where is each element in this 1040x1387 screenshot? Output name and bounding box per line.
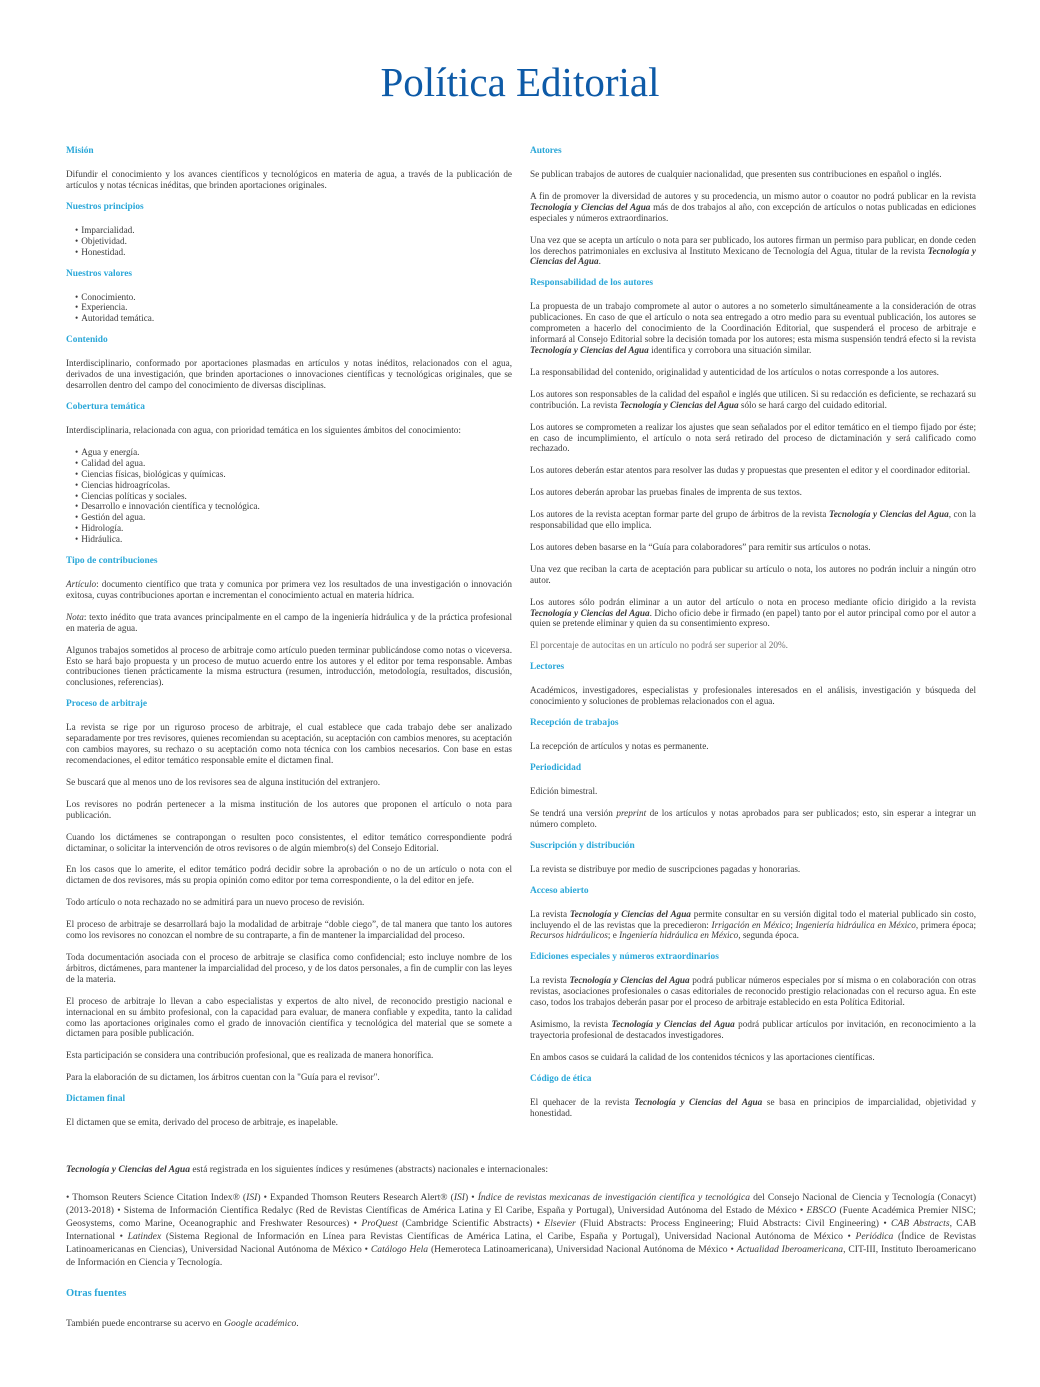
coverage-list [66, 447, 512, 545]
term-preprint: preprint [616, 807, 647, 818]
paragraph [530, 808, 976, 830]
list-item: • Ciencias hidroagrícolas. [75, 480, 512, 491]
text: Asimismo, la revista [530, 1019, 612, 1030]
paragraph [530, 389, 976, 411]
text: El quehacer de la revista [530, 1096, 635, 1107]
index-entry: CAB Abstracts [891, 1218, 950, 1229]
journal-name: Tecnología y Ciencias del Agua [611, 1019, 735, 1030]
text: La propuesta de un trabajo compromete al autor o autores a no someterlo simultáneamente a la consideración de otras publicaciones. En caso de que el artículo o nota sea entregado a otro medio para su eventual publicación, los autores se comprometen a hacerlo del conocimiento de la Coordinación Editorial, que suspenderá el proceso de arbitraje e informará al Consejo Editorial sobre la decisión tomada por los autores; esta misma suspensión tendrá efecto si la revista [530, 301, 976, 345]
bullet-icon: • [536, 1218, 540, 1229]
text: . [598, 256, 601, 267]
page-title: Política Editorial [380, 59, 660, 105]
journal-name: Tecnología y Ciencias del Agua [569, 908, 691, 919]
paragraph: El porcentaje de autocitas en un artículo no podrá ser superior al 20%. [530, 640, 788, 651]
list-item: • Objetividad. [75, 236, 512, 247]
paragraph: El proceso de arbitraje lo llevan a cabo especialistas y expertos de alto nivel, de reconocido prestigio nacional e internacional en su ámbito profesional, con la capacidad para evaluar, de manera confiable y expedita, tanto la calidad como las aportaciones originales como el grado de innovación científica y tecnológica del material que se somete a dictamen para posible publicación. [66, 995, 512, 1039]
paragraph: Esta participación se considera una contribución profesional, que es realizada de manera honorífica. [66, 1050, 434, 1061]
paragraph [530, 301, 976, 356]
index-entry: ) [465, 1192, 469, 1203]
list-item: • Desarrollo e innovación científica y tecnológica. [75, 501, 512, 512]
bullet-icon: • [799, 1205, 804, 1216]
section-heading-autores: Autores [530, 146, 562, 156]
bullet-icon: • [263, 1192, 267, 1203]
index-entry: Thomson Reuters Science Citation Index® ( [72, 1192, 247, 1203]
paragraph: El proceso de arbitraje se desarrollará bajo la modalidad de arbitraje “doble ciego”, de tal manera que tanto los autores como los revisores no conozcan el nombre de su contraparte, a fin de mantener la imparcialidad del proceso. [66, 919, 512, 941]
text: La revista [530, 975, 570, 986]
paragraph: La revista se rige por un riguroso proceso de arbitraje, el cual establece que cada trabajo debe ser analizado separadamente por tres revisores, quienes recomiendan su aceptación, su aceptación con cambios menores, su aceptación con cambios mayores, su rechazo o su aceptación como nota técnica con los cambios necesarios. Con base en estas recomendaciones, el editor temático responsable emite el dictamen final. [66, 722, 512, 765]
paragraph: La recepción de artículos y notas es permanente. [530, 741, 709, 752]
paragraph [530, 597, 976, 630]
list-item: • Agua y energía. [75, 447, 512, 458]
list-item: • Gestión del agua. [75, 512, 512, 523]
text: . [296, 1318, 299, 1329]
list-item: • Imparcialidad. [75, 225, 512, 236]
list-item: • Hidrología. [75, 523, 512, 534]
section-heading-suscripcion: Suscripción y distribución [530, 840, 635, 851]
section-heading-otras-fuentes: Otras fuentes [66, 1288, 127, 1299]
paragraph: Los autores deberán estar atentos para resolver las dudas y propuestas que presenten el editor y el coordinador editorial. [530, 465, 971, 476]
text: Los autores son responsables de la calidad del español e inglés que utilicen. Si su redacción es deficiente, se rechazará su contribución. La revista [530, 388, 976, 410]
index-entry: (Fluid Abstracts: Process Engineering; Fluid Abstracts: Civil Engineering) [575, 1218, 879, 1229]
index-entry: (Cambridge Scientific Abstracts) [397, 1218, 533, 1229]
index-entry: ) [257, 1192, 261, 1203]
section-heading-periodicidad: Periodicidad [530, 763, 582, 773]
term-nota: Nota [66, 611, 84, 622]
journal-title: Recursos hidráulicos [530, 930, 608, 941]
bullet-icon: • [66, 1192, 70, 1203]
paragraph [530, 509, 976, 531]
paragraph: La revista se distribuye por medio de suscripciones pagadas y honorarias. [530, 863, 801, 874]
paragraph: Todo artículo o nota rechazado no se admitirá para un nuevo proceso de revisión. [66, 897, 365, 908]
section-heading-recepcion: Recepción de trabajos [530, 718, 619, 729]
journal-name: Tecnología y Ciencias del Agua [530, 201, 651, 212]
paragraph: Los autores se comprometen a realizar los ajustes que sean señalados por el editor temático en el tiempo fijado por éste; en caso de incumplimiento, el artículo o nota será retirado del proceso de dictaminación y será calificado como rechazado. [530, 421, 976, 454]
bullet-icon: • [364, 1244, 368, 1255]
section-heading-arbitraje: Proceso de arbitraje [66, 699, 148, 710]
bullet-icon: • [117, 1205, 121, 1216]
journal-title: Ingeniería hidráulica en México [795, 919, 916, 930]
text: Se tendrá una versión [530, 807, 617, 818]
journal-name: Tecnología y Ciencias del Agua [634, 1096, 763, 1107]
list-item: • Conocimiento. [75, 292, 512, 303]
text: La revista [530, 908, 570, 919]
section-heading-mision: Misión [66, 146, 94, 156]
journal-name: Tecnología y Ciencias del Agua [530, 607, 650, 618]
text: ; [790, 919, 796, 930]
list-item: • Ciencias físicas, biológicas y químicas. [75, 469, 512, 480]
paragraph: Se buscará que al menos uno de los revisores sea de alguna institución del extranjero. [66, 776, 381, 787]
journal-title: Irrigación en México [711, 919, 791, 930]
paragraph [530, 235, 976, 268]
text: : documento científico que trata y comunica por primera vez los resultados de una investigación o innovación exitosa, cuyas contribuciones aportan e incrementan el conocimiento actual en materia hídrica. [66, 579, 512, 600]
paragraph: Cuando los dictámenes se contrapongan o resulten poco consistentes, el editor temático correspondiente podrá dictaminar, o solicitar la intervención de otros revisores o de algún miembro(s) del Consejo Editorial. [66, 831, 512, 853]
text: está registrada en los siguientes índices y resúmenes (abstracts) nacionales e internacionales: [190, 1164, 549, 1175]
journal-name: Tecnología y Ciencias del Agua [569, 975, 690, 986]
index-entry: Elsevier [544, 1218, 576, 1229]
paragraph: Los autores deben basarse en la “Guía para colaboradores” para remitir sus artículos o notas. [530, 541, 871, 552]
other-sources-text [66, 1318, 299, 1329]
google-scholar-link[interactable]: Google académico [224, 1318, 297, 1329]
index-entry: (Sistema Regional de Información en Línea para Revistas Científicas de América Latina, el Caribe, España y Portugal), Universidad Nacional Autónoma de México [161, 1231, 843, 1242]
bullet-icon: • [883, 1218, 887, 1229]
section-heading-responsabilidad: Responsabilidad de los autores [530, 278, 654, 289]
index-entry: EBSCO [806, 1205, 837, 1216]
journal-name: Tecnología y Ciencias del Agua [828, 509, 949, 520]
journal-title: Ingeniería hidráulica en México [619, 930, 739, 941]
journal-name: Tecnología y Ciencias del Agua [530, 245, 977, 267]
paragraph: En los casos que lo amerite, el editor temático podrá decidir sobre la aprobación o no de un artículo o nota con el dictamen de dos revisores, más su propia opinión como editor por tema correspondiente, o la del editor en jefe. [66, 864, 512, 886]
index-entry: Actualidad Iberoamericana [736, 1244, 844, 1255]
list-item: • Honestidad. [75, 247, 512, 258]
indexing-list [66, 1191, 976, 1269]
index-entry: , CAB International [66, 1218, 977, 1242]
left-column [66, 146, 512, 1139]
section-heading-acceso: Acceso abierto [530, 885, 589, 896]
paragraph: Los revisores no podrán pertenecer a la misma institución de los autores que proponen el artículo o nota para publicación. [66, 798, 512, 820]
paragraph: Los autores deberán aprobar las pruebas finales de imprenta de sus textos. [530, 487, 802, 498]
index-entry: Catálogo Hela [370, 1244, 429, 1255]
index-entry: ProQuest [361, 1218, 398, 1229]
paragraph: Edición bimestral. [530, 786, 598, 796]
list-item: • Calidad del agua. [75, 458, 512, 469]
text: . Dicho oficio debe ir firmado (en papel) tanto por el autor principal como por el autor a quien se pretende eliminar y quien da su consentimiento expreso. [530, 607, 976, 629]
list-item: • Autoridad temática. [75, 313, 512, 324]
text: , con la responsabilidad que ello implica. [530, 509, 976, 531]
bullet-icon: • [730, 1244, 734, 1255]
index-entry: (Fuente Académica Premier NISC; Geosystems, como Marine, Oceanographic and Freshwater Resources) [66, 1205, 976, 1229]
paragraph: La responsabilidad del contenido, originalidad y autenticidad de los artículos o notas corresponde a los autores. [530, 366, 939, 377]
index-entry: Sistema de Información Científica Redalyc (Red de Revistas Científicas de América Latina y El Caribe, España y Portugal), Universidad Autónoma del Estado de México [123, 1205, 797, 1216]
list-item: • Ciencias políticas y sociales. [75, 491, 512, 502]
section-heading-ediciones: Ediciones especiales y números extraordinarios [530, 952, 719, 963]
text: , segunda época. [738, 930, 799, 941]
text: Una vez que se acepta un artículo o nota para ser publicado, los autores firman un permiso para publicar, en donde ceden los derechos patrimoniales en exclusiva al Instituto Mexicano de Tecnología del Agua, titular de la revista [530, 234, 976, 256]
text: A fin de promover la diversidad de autores y su procedencia, un mismo autor o coautor no podrá publicar en la revista [530, 190, 976, 201]
text: de los artículos y notas aprobados para ser publicados; esto, sin esperar a integrar un número completo. [530, 807, 976, 829]
paragraph: Una vez que reciban la carta de aceptación para publicar su artículo o nota, los autores no podrán incluir a ningún otro autor. [530, 563, 976, 585]
text: podrá publicar números especiales por sí misma o en colaboración con otras revistas, asociaciones profesionales o casas editoriales de reconocido prestigio relacionadas con el recurso agua. En este caso, todos los trabajos deberán pasar por el proceso de arbitraje establecido en esta Política Editorial. [530, 975, 976, 1008]
index-entry: (Hemeroteca Latinoamericana), Universidad Nacional Autónoma de México [428, 1244, 728, 1255]
paragraph [530, 909, 976, 942]
bullet-icon: • [847, 1231, 851, 1242]
section-heading-contenido: Contenido [66, 335, 108, 346]
journal-name: Tecnología y Ciencias del Agua [66, 1164, 191, 1175]
paragraph: Se publican trabajos de autores de cualquier nacionalidad, que presenten sus contribuciones en español o inglés. [530, 169, 942, 179]
section-heading-dictamen: Dictamen final [66, 1094, 126, 1105]
section-heading-cobertura: Cobertura temática [66, 401, 145, 412]
paragraph [530, 1019, 976, 1041]
index-entry: (Índice de Revistas Latinoamericanas en Ciencias), Universidad Nacional Autónoma de México [66, 1231, 976, 1255]
text: sólo se hará cargo del cuidado editorial. [738, 399, 887, 410]
paragraph: Académicos, investigadores, especialistas y profesionales interesados en el análisis, investigación y búsqueda del conocimiento y soluciones de problemas relacionados con el agua. [530, 685, 976, 707]
text: identifica y corrobora una situación similar. [648, 344, 812, 355]
text: ; e [607, 930, 620, 941]
paragraph [66, 579, 512, 601]
index-entry: ISI [246, 1192, 258, 1203]
term-articulo: Artículo [66, 579, 97, 590]
paragraph: Difundir el conocimiento y los avances científicos y tecnológicos en materia de agua, a través de la publicación de artículos y notas técnicas inéditas, que brinden aportaciones originales. [66, 169, 512, 190]
section-heading-lectores: Lectores [530, 662, 565, 673]
text: Los autores sólo podrán eliminar a un autor del artículo o nota en proceso mediante oficio dirigido a la revista [530, 596, 976, 607]
index-entry: Expanded Thomson Reuters Research Alert® ( [270, 1192, 454, 1203]
paragraph: Interdisciplinario, conformado por aportaciones plasmadas en artículos y notas inéditos, relacionados con el agua, derivados de una investigación, que brinden aportaciones o innovaciones científicas y tecnológicas originales, que se desarrollen dentro del campo del conocimiento de diversas disciplinas. [66, 358, 512, 391]
section-heading-etica: Código de ética [530, 1073, 592, 1084]
index-entry: Latindex [127, 1231, 162, 1242]
right-column [530, 146, 976, 1130]
values-list [66, 292, 512, 325]
section-heading-tipo: Tipo de contribuciones [66, 556, 158, 567]
paragraph: Para la elaboración de su dictamen, los árbitros cuentan con la "Guía para el revisor". [66, 1072, 380, 1083]
text: Los autores de la revista aceptan formar parte del grupo de árbitros de la revista [530, 509, 829, 520]
paragraph [530, 975, 976, 1008]
paragraph [66, 612, 512, 634]
text: , primera época; [915, 919, 976, 930]
text: permite consultar en su versión digital todo el material publicado sin costo, incluyendo el de las revistas que la precedieron: [530, 908, 976, 930]
bullet-icon: • [353, 1218, 358, 1229]
index-entry: , CIT-III, Instituto Iberoamericano de Información en Ciencia y Tecnología. [66, 1244, 977, 1268]
principles-list [66, 225, 512, 258]
section-heading-principios: Nuestros principios [66, 201, 144, 212]
list-item: • Experiencia. [75, 302, 512, 313]
text: más de dos trabajos al año, con excepción de artículos o notas publicadas en ediciones especiales y números extraordinarios. [530, 201, 976, 223]
text: podrá publicar artículos por invitación, en reconocimiento a la trayectoria profesional de destacados investigadores. [530, 1019, 976, 1040]
section-heading-valores: Nuestros valores [66, 268, 133, 279]
paragraph [530, 191, 976, 224]
bullet-icon: • [119, 1231, 123, 1242]
journal-name: Tecnología y Ciencias del Agua [530, 344, 649, 355]
bullet-icon: • [471, 1192, 475, 1203]
journal-name: Tecnología y Ciencias del Agua [619, 399, 739, 410]
paragraph: Interdisciplinaria, relacionada con agua, con prioridad temática en los siguientes ámbitos del conocimiento: [66, 424, 461, 435]
paragraph: El dictamen que se emita, derivado del proceso de arbitraje, es inapelable. [66, 1117, 338, 1128]
list-item: • Hidráulica. [75, 534, 512, 545]
paragraph [530, 1097, 976, 1119]
index-entry: Índice de revistas mexicanas de investigación científica y tecnológica [477, 1192, 751, 1203]
text: se basa en principios de imparcialidad, objetividad y honestidad. [530, 1096, 976, 1118]
text: : texto inédito que trata avances principalmente en el campo de la ingeniería hidráulica y de la práctica profesional en materia de agua. [66, 611, 512, 633]
index-entry: del Consejo Nacional de Ciencia y Tecnología (Conacyt) (2013-2018) [66, 1192, 977, 1216]
index-entry: ISI [453, 1192, 465, 1203]
text: También puede encontrarse su acervo en [66, 1318, 225, 1329]
index-entry: Periódica [855, 1231, 894, 1242]
paragraph: En ambos casos se cuidará la calidad de los contenidos técnicos y las aportaciones científicas. [530, 1051, 875, 1062]
paragraph: Algunos trabajos sometidos al proceso de arbitraje como artículo pueden terminar publicándose como notas o viceversa. Esto se hará bajo propuesta y un proceso de mutuo acuerdo entre los autores y el editor por tema responsable. Ambas contribuciones tienen prácticamente la misma estructura (resumen, introducción, metodología, resultados, discusión, conclusiones, referencias). [66, 644, 512, 688]
indexing-intro [66, 1163, 976, 1176]
paragraph: Toda documentación asociada con el proceso de arbitraje se clasifica como confidencial; esto incluye nombre de los árbitros, dictámenes, para mantener la imparcialidad del proceso, y de los datos personales, a fin de cumplir con las leyes de la materia. [66, 951, 512, 984]
